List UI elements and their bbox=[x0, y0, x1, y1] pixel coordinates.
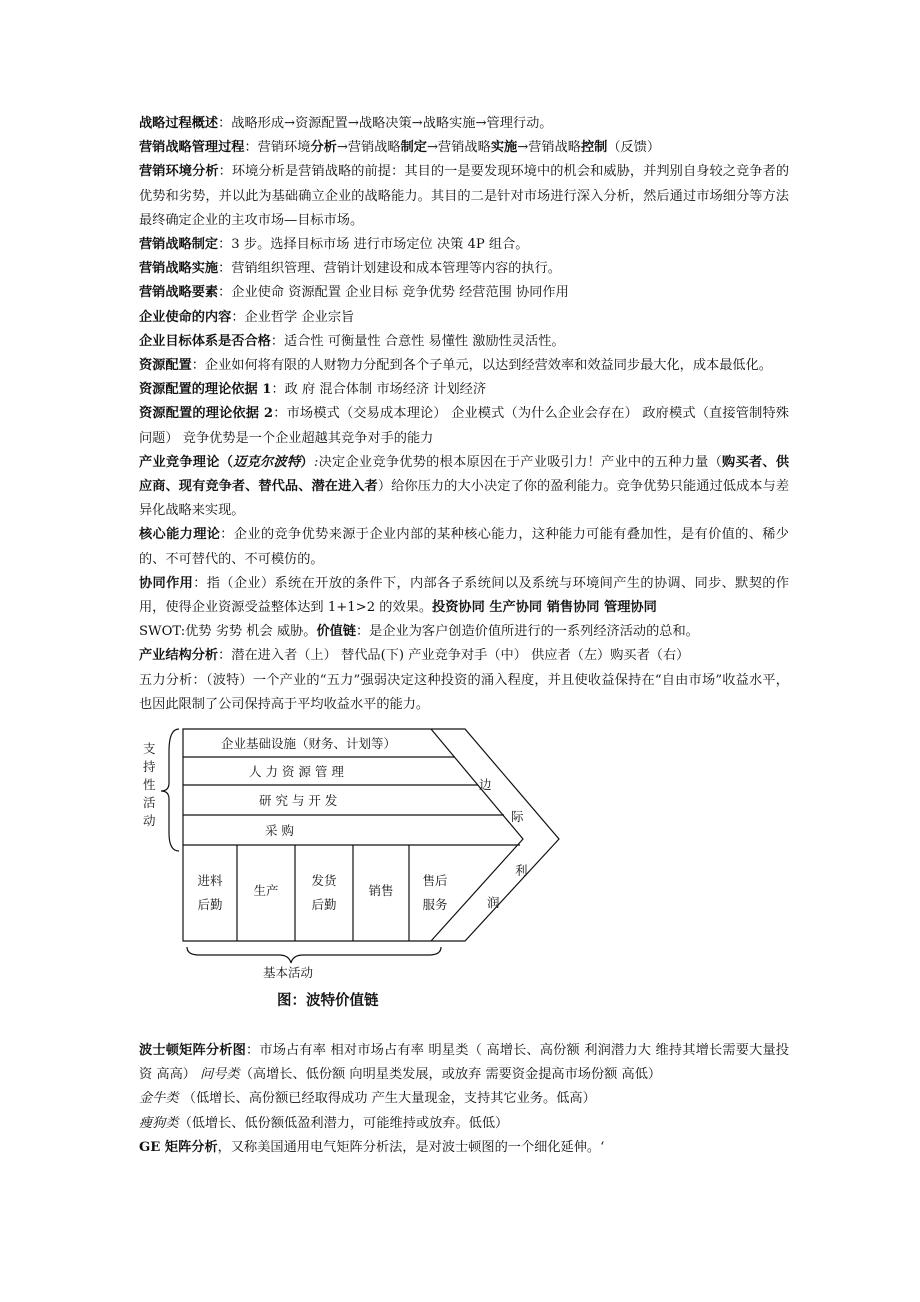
paragraph bbox=[139, 1039, 789, 1087]
paragraph bbox=[139, 257, 789, 281]
bold-run: 投资协同 生产协同 销售协同 管理协同 bbox=[432, 600, 657, 616]
text-run: ：营销环境 bbox=[244, 140, 311, 156]
margin-label: 利 bbox=[515, 863, 528, 879]
bold-run: 核心能力理论 bbox=[139, 527, 221, 543]
bold-run: 战略过程概述 bbox=[139, 116, 219, 131]
text-run: ：战略形成→资源配置→战略决策→战略实施→管理行动。 bbox=[218, 116, 553, 131]
support-activities-label: 活 bbox=[143, 795, 156, 811]
text-run: ，又称美国通用电气矩阵分析法，是对波士顿图的一个细化延伸。‘ bbox=[217, 1139, 605, 1155]
text-run: ：潜在进入者（上） 替代品(下) 产业竞争对手（中） 供应者（左）购买者（右） bbox=[218, 648, 690, 664]
text-run: ：企业如何将有限的人财物力分配到各个子单元，以达到经营效率和效益同步最大化，成本最低化。 bbox=[191, 358, 772, 374]
text-run: （反馈） bbox=[607, 140, 661, 156]
bold-run: 营销战略实施 bbox=[139, 261, 219, 277]
primary-activity-cell: 服务 bbox=[422, 897, 448, 913]
text-run: SWOT:优势 劣势 机会 威胁。 bbox=[139, 624, 317, 640]
paragraph bbox=[139, 572, 789, 620]
bold-run: 企业使命的内容 bbox=[139, 309, 232, 325]
support-activities-label: 性 bbox=[143, 777, 156, 793]
text-run: ：指（企业）系统在开放的条件下，内部各子系统间以及系统与环境间产生的协调、同步、默契的作用，使得企业资源受益整体达到 1+1>2 的效果。 bbox=[139, 575, 790, 616]
margin-label: 边 bbox=[479, 777, 492, 793]
bold-run: 营销环境分析 bbox=[139, 164, 219, 180]
text-run: 问号类 bbox=[200, 1067, 240, 1083]
bold-run: 购买者、供应商、现有竞争者、替代品、潜在进入者 bbox=[139, 454, 790, 495]
text-run: →营销战略 bbox=[517, 140, 581, 156]
paragraph bbox=[139, 160, 789, 233]
bold-run: 协同作用 bbox=[139, 575, 194, 591]
primary-activity-cell: 后勤 bbox=[311, 897, 337, 913]
paragraph bbox=[139, 669, 789, 717]
text-run: ：企业使命 资源配置 企业目标 竞争优势 经营范围 协同作用 bbox=[218, 285, 569, 301]
bold-run: 企业目标体系是否合格 bbox=[139, 333, 271, 349]
text-run: 瘦狗类 bbox=[139, 1115, 179, 1131]
text-run: ：市场占有率 相对市场占有率 明星类（ 高增长、高份额 利润潜力大 维持其增长需要大量投资 高高） bbox=[139, 1043, 789, 1083]
support-activities-label: 支 bbox=[143, 741, 156, 757]
bold-run: 迈克尔波特 bbox=[233, 454, 301, 470]
bold-run: 价值链 bbox=[316, 624, 356, 640]
primary-activity-cell: 售后 bbox=[422, 873, 448, 889]
primary-activity-cell: 生产 bbox=[253, 883, 279, 899]
primary-activity-cell: 后勤 bbox=[197, 897, 223, 913]
paragraph bbox=[139, 402, 789, 450]
bold-run: 资源配置的理论依据 2 bbox=[139, 406, 274, 422]
text-run: 决定企业竞争优势的根本原因在于产业吸引力！产业中的五种力量（ bbox=[318, 454, 723, 470]
paragraph bbox=[139, 620, 789, 644]
text-run: 金牛类 bbox=[139, 1091, 179, 1107]
paragraph bbox=[139, 330, 789, 354]
support-activities-label: 动 bbox=[143, 813, 156, 829]
text-run: （低增长、高份额已经取得成功 产生大量现金，支持其它业务。低高） bbox=[178, 1091, 596, 1107]
text-run: ：市场模式（交易成本理论） 企业模式（为什么企业会存在） 政府模式（直接管制特殊问题） 竞争优势是一个企业超越其竞争对手的能力 bbox=[139, 406, 789, 446]
paragraph bbox=[139, 281, 789, 305]
margin-label: 际 bbox=[511, 809, 524, 825]
bold-run: 实施 bbox=[490, 140, 518, 156]
text-run: ：环境分析是营销战略的前提：其目的一是要发现环境中的机会和威胁，并判别自身较之竞争者的优势和劣势，并以此为基础确立企业的战略能力。其目的二是针对市场进行深入分析，然后通过市场细分等方法最终确定企业的主攻市场—目标市场。 bbox=[139, 164, 790, 228]
text-run: ：是企业为客户创造价值所进行的一系列经济活动的总和。 bbox=[356, 624, 699, 640]
text-run: ：3 步。选择目标市场 进行市场定位 决策 4P 组合。 bbox=[218, 237, 529, 253]
text-run: ：企业哲学 企业宗旨 bbox=[231, 309, 355, 325]
text-run: 五力分析：（波特）一个产业的“五力”强弱决定这种投资的涌入程度，并且使收益保持在“自由市场”收益水平，也因此限制了公司保持高于平均收益水平的能力。 bbox=[139, 672, 789, 712]
support-activity-row: 企业基础设施（财务、计划等） bbox=[221, 736, 397, 752]
bold-run: 控制 bbox=[581, 140, 608, 156]
text-run: ：营销组织管理、营销计划建设和成本管理等内容的执行。 bbox=[218, 261, 561, 277]
paragraph bbox=[139, 451, 789, 524]
paragraph bbox=[139, 644, 789, 668]
text-run: ：企业的竞争优势来源于企业内部的某种核心能力，这种能力可能有叠加性，是有价值的、稀少的、不可替代的、不可模仿的。 bbox=[139, 527, 789, 567]
document-page bbox=[139, 112, 789, 1160]
paragraph bbox=[139, 523, 789, 571]
paragraph bbox=[139, 306, 789, 330]
bold-run: 产业竞争理论（ bbox=[139, 454, 234, 470]
text-run: : bbox=[313, 454, 319, 470]
support-activities-label: 持 bbox=[143, 759, 156, 775]
value-chain-figure bbox=[139, 721, 789, 1037]
figure-caption: 图：波特价值链 bbox=[277, 993, 379, 1010]
paragraph bbox=[139, 1112, 789, 1136]
text-run: ）给你压力的大小决定了你的盈利能力。竞争优势只能通过低成本与差异化战略来实现。 bbox=[139, 479, 790, 519]
text-section-bottom bbox=[139, 1039, 789, 1160]
support-activity-row: 研 究 与 开 发 bbox=[259, 793, 338, 809]
margin-label: 润 bbox=[487, 895, 500, 911]
primary-activities-label: 基本活动 bbox=[263, 965, 314, 981]
primary-activity-cell: 进料 bbox=[197, 873, 223, 889]
paragraph bbox=[139, 233, 789, 257]
text-run: ：政 府 混合体制 市场经济 计划经济 bbox=[271, 382, 487, 398]
bold-run: 制定 bbox=[400, 140, 427, 156]
bold-run: ） bbox=[300, 454, 314, 470]
value-chain-diagram bbox=[139, 721, 789, 1037]
text-run: （高增长、低份额 向明星类发展，或放弃 需要资金提高市场份额 高低） bbox=[239, 1067, 662, 1083]
paragraph bbox=[139, 1136, 789, 1160]
text-section-top bbox=[139, 112, 789, 717]
primary-brace bbox=[187, 947, 441, 963]
bold-run: 分析 bbox=[310, 140, 337, 156]
paragraph bbox=[139, 136, 789, 160]
support-activity-row: 采 购 bbox=[265, 823, 294, 839]
support-activity-row: 人 力 资 源 管 理 bbox=[249, 764, 344, 780]
support-brace bbox=[161, 729, 179, 851]
text-run: →营销战略 bbox=[427, 140, 491, 156]
primary-activity-cell: 销售 bbox=[368, 883, 394, 899]
text-run: →营销战略 bbox=[336, 140, 401, 156]
bold-run: 产业结构分析 bbox=[139, 648, 219, 664]
bold-run: 营销战略管理过程 bbox=[139, 140, 245, 156]
bold-run: 资源配置 bbox=[139, 358, 192, 374]
bold-run: 营销战略要素 bbox=[139, 285, 219, 301]
text-run: ：适合性 可衡量性 合意性 易懂性 激励性灵活性。 bbox=[270, 333, 565, 349]
bold-run: GE 矩阵分析 bbox=[139, 1139, 218, 1155]
paragraph bbox=[139, 1087, 789, 1111]
bold-run: 波士顿矩阵分析图 bbox=[139, 1043, 246, 1059]
bold-run: 资源配置的理论依据 1 bbox=[139, 382, 272, 398]
paragraph bbox=[139, 378, 789, 402]
value-chain-outline bbox=[183, 729, 559, 941]
bold-run: 营销战略制定 bbox=[139, 237, 219, 253]
paragraph bbox=[139, 354, 789, 378]
primary-activity-cell: 发货 bbox=[311, 873, 337, 889]
text-run: （低增长、低份额低盈利潜力，可能维持或放弃。低低） bbox=[178, 1115, 509, 1131]
paragraph bbox=[139, 112, 789, 136]
